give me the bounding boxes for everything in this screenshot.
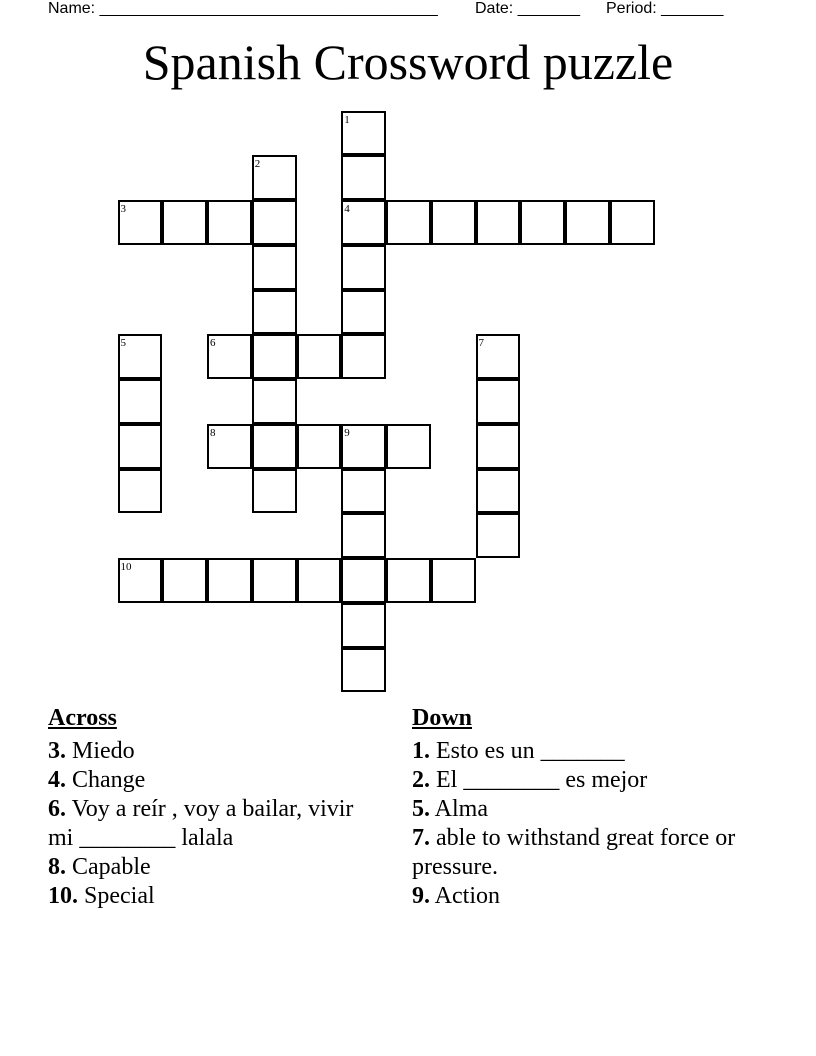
clue-text: Esto es un _______	[430, 738, 625, 764]
grid-cell[interactable]	[252, 424, 297, 469]
clue-down-1	[412, 737, 742, 766]
grid-cell[interactable]	[341, 111, 386, 156]
clue-down-2	[412, 766, 742, 795]
grid-cell[interactable]	[207, 200, 252, 245]
grid-cell[interactable]	[431, 200, 476, 245]
grid-cell[interactable]	[565, 200, 610, 245]
grid-cell[interactable]	[341, 648, 386, 693]
clue-number: 8.	[48, 854, 66, 880]
grid-cell[interactable]	[341, 558, 386, 603]
cell-number: 10	[120, 561, 132, 573]
grid-cell[interactable]	[252, 334, 297, 379]
clue-down-7	[412, 824, 742, 882]
clue-number: 3.	[48, 738, 66, 764]
clue-across-6	[48, 795, 378, 853]
grid-cell[interactable]	[341, 155, 386, 200]
cell-number: 5	[120, 337, 126, 350]
grid-cell[interactable]	[476, 513, 521, 558]
grid-cell[interactable]	[610, 200, 655, 245]
clue-number: 6.	[48, 796, 66, 822]
grid-cell[interactable]	[476, 200, 521, 245]
grid-cell[interactable]	[118, 558, 163, 603]
grid-cell[interactable]	[162, 558, 207, 603]
clue-across-4	[48, 766, 378, 795]
clue-text: Capable	[66, 854, 151, 880]
clue-down-9	[412, 882, 742, 911]
clue-number: 5.	[412, 796, 430, 822]
clue-text: Voy a reír , voy a bailar, vivir mi ________ lalala	[48, 796, 354, 851]
grid-cell[interactable]	[431, 558, 476, 603]
grid-cell[interactable]	[252, 469, 297, 514]
clue-down-5	[412, 795, 742, 824]
grid-cell[interactable]	[386, 200, 431, 245]
grid-cell[interactable]	[252, 200, 297, 245]
grid-cell[interactable]	[252, 155, 297, 200]
clue-text: Alma	[430, 796, 488, 822]
cell-number: 1	[344, 113, 350, 126]
grid-cell[interactable]	[118, 379, 163, 424]
grid-cell[interactable]	[341, 245, 386, 290]
clue-text: able to withstand great force or pressure.	[412, 825, 736, 880]
clue-text: Action	[430, 883, 500, 909]
grid-cell[interactable]	[476, 379, 521, 424]
grid-cell[interactable]	[118, 469, 163, 514]
clue-number: 4.	[48, 767, 66, 793]
down-heading: Down	[412, 705, 473, 731]
grid-cell[interactable]	[207, 334, 252, 379]
grid-cell[interactable]	[252, 379, 297, 424]
cell-number: 9	[344, 426, 350, 439]
period-field-label: Period: _______	[606, 0, 724, 17]
clue-number: 10.	[48, 883, 78, 909]
grid-cell[interactable]	[252, 290, 297, 335]
grid-cell[interactable]	[118, 200, 163, 245]
grid-cell[interactable]	[207, 558, 252, 603]
grid-cell[interactable]	[341, 424, 386, 469]
grid-cell[interactable]	[297, 558, 342, 603]
grid-cell[interactable]	[252, 558, 297, 603]
grid-cell[interactable]	[252, 245, 297, 290]
clue-number: 9.	[412, 883, 430, 909]
cell-number: 7	[478, 337, 484, 350]
cell-number: 8	[210, 426, 216, 439]
grid-cell[interactable]	[520, 200, 565, 245]
across-clues	[48, 703, 378, 911]
grid-cell[interactable]	[297, 334, 342, 379]
clue-number: 1.	[412, 738, 430, 764]
grid-cell[interactable]	[476, 424, 521, 469]
grid-cell[interactable]	[162, 200, 207, 245]
down-clues	[412, 703, 742, 911]
grid-cell[interactable]	[341, 603, 386, 648]
name-field-label: Name: ______________________________________	[48, 0, 438, 17]
grid-cell[interactable]	[476, 469, 521, 514]
clue-number: 7.	[412, 825, 430, 851]
grid-cell[interactable]	[118, 424, 163, 469]
grid-cell[interactable]	[341, 290, 386, 335]
grid-cell[interactable]	[386, 424, 431, 469]
date-field-label: Date: _______	[475, 0, 580, 17]
grid-cell[interactable]	[386, 558, 431, 603]
grid-cell[interactable]	[341, 200, 386, 245]
grid-cell[interactable]	[341, 469, 386, 514]
grid-cell[interactable]	[341, 513, 386, 558]
grid-cell[interactable]	[118, 334, 163, 379]
grid-cell[interactable]	[341, 334, 386, 379]
clue-text: Change	[66, 767, 146, 793]
grid-cell[interactable]	[297, 424, 342, 469]
clue-text: Miedo	[66, 738, 135, 764]
cell-number: 6	[210, 337, 216, 350]
across-heading: Across	[48, 705, 117, 731]
clue-across-3	[48, 737, 378, 766]
clue-text: Special	[78, 883, 155, 909]
clue-across-10	[48, 882, 378, 911]
clue-across-8	[48, 853, 378, 882]
grid-cell[interactable]	[476, 334, 521, 379]
cell-number: 3	[120, 203, 126, 215]
grid-cell[interactable]	[207, 424, 252, 469]
cell-number: 2	[254, 158, 261, 171]
clue-number: 2.	[412, 767, 430, 793]
page-title: Spanish Crossword puzzle	[142, 34, 674, 90]
cell-number: 4	[344, 203, 350, 215]
clue-text: El ________ es mejor	[430, 767, 648, 793]
